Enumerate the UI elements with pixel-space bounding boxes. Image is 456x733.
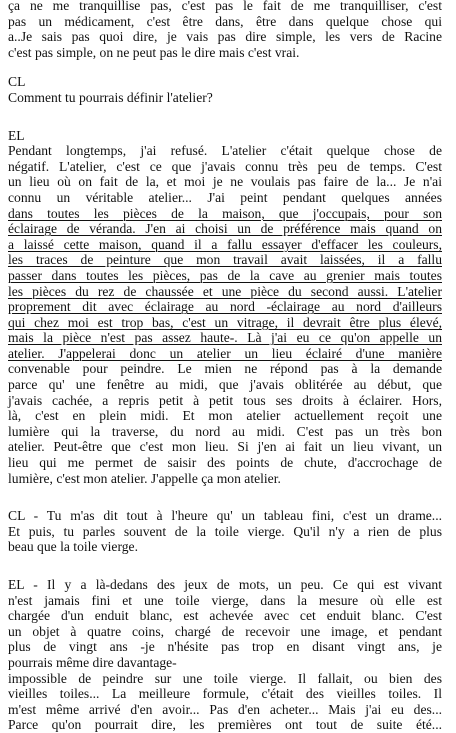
text-line: ça ne me tranquillise pas, c'est pas le fait de me tranquilliser, c'est xyxy=(8,0,442,13)
underlined-line: atelier. J'appelerai donc un atelier un lieu éclairé d'une manière xyxy=(8,345,442,361)
underlined-line: qui chez moi est trop bas, c'est un vitrage, il devrait être plus élevé, xyxy=(8,314,442,330)
text-line: plus de vingt ans -je n'hésite pas trop en disant vingt ans, je xyxy=(8,639,442,655)
speaker-label: EL xyxy=(8,127,25,143)
text-line: j'avais cachée, a repris petit à petit tous ses droits à éclairer. Hors, xyxy=(8,392,442,408)
text-line: lumière qui la traverse, du nord au midi. C'est pas un très bon xyxy=(8,423,442,439)
text-line: un objet à quatre coins, chargé de recevoir une image, et pendant xyxy=(8,623,442,639)
text-line: c'est pas simple, on ne peut pas le dire mais c'est vrai. xyxy=(8,44,300,60)
text-line: lumière, c'est mon atelier. J'appelle ça mon atelier. xyxy=(8,470,281,486)
text-line: pourrais même dire davantage- xyxy=(8,654,177,670)
text-line: parce qu' une fenêtre au midi, que j'avais oblitérée au début, que xyxy=(8,377,442,393)
text-line: connu un véritable atelier... J'ai peint pendant quelques années xyxy=(8,189,442,205)
text-line: Parce qu'on pourrait dire, les premières ont tout de suite été... xyxy=(8,717,442,733)
text-line: convenable pour peindre. Le mien ne répond pas à la demande xyxy=(8,361,442,377)
underlined-line: éclairage de véranda. J'en ai choisi un de préférence mais quand on xyxy=(8,221,442,237)
underlined-line: a laissé cette maison, quand il a fallu essayer d'effacer les couleurs, xyxy=(8,236,442,252)
question-2 xyxy=(8,508,442,555)
intro-paragraph xyxy=(8,0,442,60)
text-line: négatif. L'atelier, c'est ce que j'avais connu très peu de temps. C'est xyxy=(8,158,442,174)
text-line: là, c'est en plein midi. Et mon atelier actuellement reçoit une xyxy=(8,408,442,424)
text-line: un lieu où on fait de la, et moi je ne voulais pas faire de la... Je n'ai xyxy=(8,174,442,190)
text-line: a..Je sais pas quoi dire, je vais pas dire simple, les vers de Racine xyxy=(8,29,442,45)
underlined-line: les traces de peinture que mon travail avait laissées, il a fallu xyxy=(8,252,442,268)
text-line: impossible de peindre sur une toile vierge. Il fallait, ou bien des xyxy=(8,670,442,686)
text-line: n'est jamais fini et une toile vierge, dans la mesure où elle est xyxy=(8,592,442,608)
text-line: vieilles toiles... La meilleure formule, c'était des vieilles toiles. Il xyxy=(8,686,442,702)
underlined-line: dans toutes les pièces de la maison, que j'occupais, pour son xyxy=(8,205,442,221)
text-line: pas un médicament, c'est être dans, être dans quelque chose qui xyxy=(8,13,442,29)
answer-1 xyxy=(8,128,442,487)
question-1 xyxy=(8,74,442,105)
text-line: m'est même arrivé d'en avoir... Pas d'en acheter... Mais j'ai eu des... xyxy=(8,701,442,717)
underlined-line: passer dans toutes les pièces, pas de la cave au grenier mais toutes xyxy=(8,267,442,283)
answer-2 xyxy=(8,577,442,733)
text-line: Pendant longtemps, j'ai refusé. L'atelier c'était quelque chose de xyxy=(8,143,442,159)
text-line: lieu qui me permet de saisir des points de chute, d'accrochage de xyxy=(8,455,442,471)
text-line: Et puis, tu parles souvent de la toile vierge. Qu'il n'y a rien de plus xyxy=(8,523,442,539)
text-line: CL - Tu m'as dit tout à l'heure qu' un tableau fini, c'est un drame... xyxy=(8,508,442,524)
text-line: atelier. Peut-être que c'est mon lieu. Si j'en ai fait un lieu vivant, un xyxy=(8,439,442,455)
text-line: chargée d'un enduit blanc, est achevée avec cet enduit blanc. C'est xyxy=(8,608,442,624)
speaker-label: CL xyxy=(8,74,26,90)
underlined-line: proprement dit avec éclairage au nord -éclairage au nord d'ailleurs xyxy=(8,299,442,315)
question-text: Comment tu pourrais définir l'atelier? xyxy=(8,89,213,105)
text-line: beau que la toile vierge. xyxy=(8,539,138,555)
underlined-line: mais la pièce n'est pas assez haute-. Là j'ai eu ce qu'on appelle un xyxy=(8,330,442,346)
underlined-line: les pièces du rez de chaussée et une pièce du second aussi. L'atelier xyxy=(8,283,442,299)
text-line: EL - Il y a là-dedans des jeux de mots, un peu. Ce qui est vivant xyxy=(8,577,442,592)
